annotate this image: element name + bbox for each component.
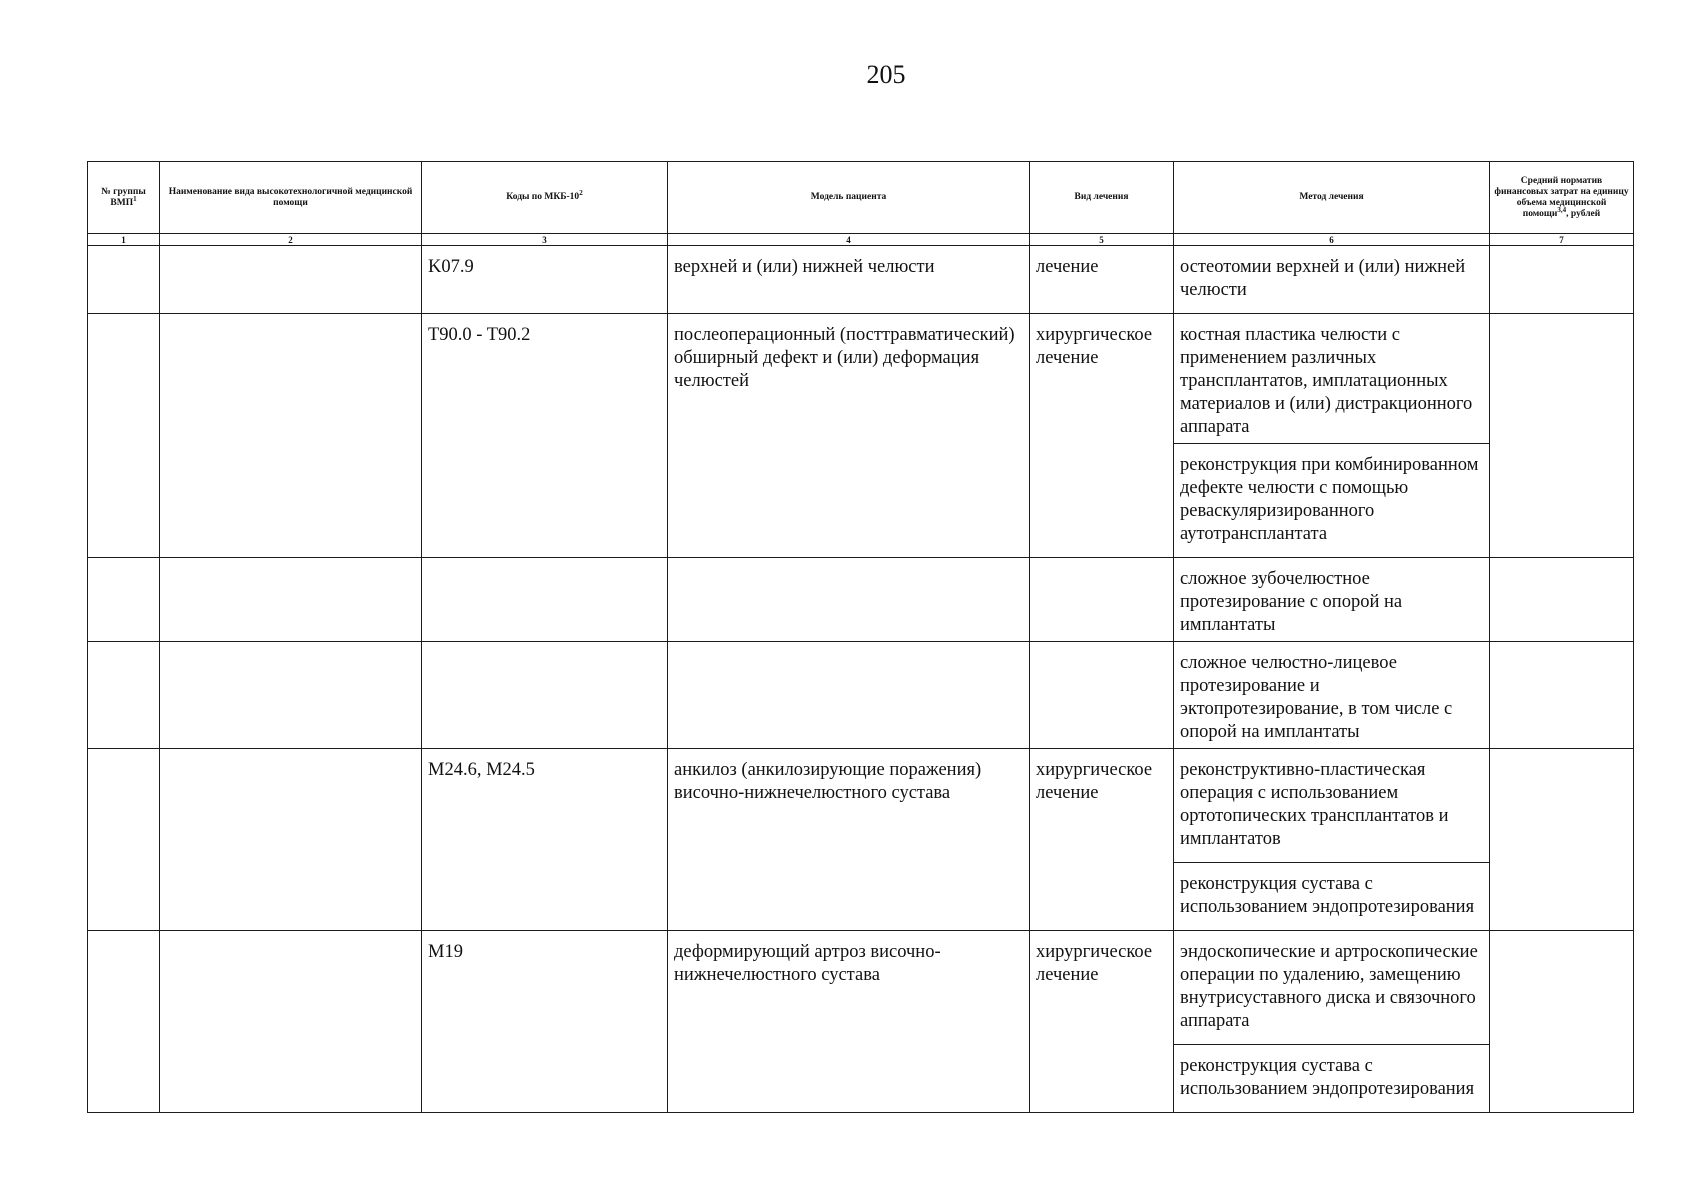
column-number-row [88, 234, 1634, 246]
treatment-method-cell: эндоскопические и артроскопические операции по удалению, замещению внутрисуставного диска и связочного аппарата [1174, 931, 1490, 1045]
column-number: 6 [1174, 234, 1490, 246]
cost-norm-cell [1490, 749, 1634, 931]
treatment-method-cell: сложное зубочелюстное протезирование с опорой на имплантаты [1174, 558, 1490, 642]
cost-norm-cell [1490, 931, 1634, 1113]
table-row [88, 642, 1634, 749]
header-icd-codes: Коды по МКБ-$10^2$ [422, 162, 668, 234]
column-number: 4 [668, 234, 1030, 246]
treatment-type-cell: хирургическое лечение [1030, 749, 1174, 931]
icd-code-cell: M19 [422, 931, 668, 1113]
group-number-cell [88, 931, 160, 1113]
column-number: 7 [1490, 234, 1634, 246]
treatment-method-cell: костная пластика челюсти с применением различных трансплантатов, имплатационных материалов и (или) дистракционного аппарата [1174, 314, 1490, 444]
header-treatment-method: Метод лечения [1174, 162, 1490, 234]
treatment-method-cell: реконструктивно-пластическая операция с использованием ортотопических трансплантатов и имплантатов [1174, 749, 1490, 863]
column-number: 2 [160, 234, 422, 246]
column-number: 3 [422, 234, 668, 246]
cost-norm-cell [1490, 246, 1634, 314]
treatment-type-cell: хирургическое лечение [1030, 931, 1174, 1113]
table-row [88, 246, 1634, 314]
table-row [88, 749, 1634, 863]
treatment-method-cell: сложное челюстно-лицевое протезирование и эктопротезирование, в том числе с опорой на имплантаты [1174, 642, 1490, 749]
table-row [88, 931, 1634, 1045]
vmp-type-cell [160, 642, 422, 749]
icd-code-cell: M24.6, M24.5 [422, 749, 668, 931]
treatment-method-cell: остеотомии верхней и (или) нижней челюсти [1174, 246, 1490, 314]
vmp-type-cell [160, 931, 422, 1113]
vmp-type-cell [160, 314, 422, 558]
vmp-type-cell [160, 246, 422, 314]
treatment-type-cell: хирургическое лечение [1030, 314, 1174, 558]
treatment-type-cell [1030, 558, 1174, 642]
header-vmp-type: Наименование вида высокотехнологичной медицинской помощи [160, 162, 422, 234]
group-number-cell [88, 558, 160, 642]
icd-code-cell: K07.9 [422, 246, 668, 314]
header-patient-model: Модель пациента [668, 162, 1030, 234]
treatment-method-cell: реконструкция при комбинированном дефекте челюсти с помощью реваскуляризированного аутотрансплантата [1174, 444, 1490, 558]
treatment-type-cell: лечение [1030, 246, 1174, 314]
treatment-method-cell: реконструкция сустава с использованием эндопротезирования [1174, 1045, 1490, 1113]
patient-model-cell: верхней и (или) нижней челюсти [668, 246, 1030, 314]
vmp-type-cell [160, 558, 422, 642]
patient-model-cell: послеоперационный (посттравматический) обширный дефект и (или) деформация челюстей [668, 314, 1030, 558]
patient-model-cell [668, 642, 1030, 749]
treatment-type-cell [1030, 642, 1174, 749]
page-number: 205 [866, 60, 906, 89]
table-row [88, 558, 1634, 642]
cost-norm-cell [1490, 642, 1634, 749]
patient-model-cell: деформирующий артроз височно-нижнечелюстного сустава [668, 931, 1030, 1113]
icd-code-cell [422, 558, 668, 642]
patient-model-cell: анкилоз (анкилозирующие поражения) височно-нижнечелюстного сустава [668, 749, 1030, 931]
header-treatment-type: Вид лечения [1030, 162, 1174, 234]
icd-code-cell [422, 642, 668, 749]
cost-norm-cell [1490, 558, 1634, 642]
cost-norm-cell [1490, 314, 1634, 558]
header-row [88, 162, 1634, 234]
vmp-table [87, 161, 1634, 1113]
column-number: 5 [1030, 234, 1174, 246]
patient-model-cell [668, 558, 1030, 642]
group-number-cell [88, 749, 160, 931]
group-number-cell [88, 642, 160, 749]
treatment-method-cell: реконструкция сустава с использованием эндопротезирования [1174, 863, 1490, 931]
table-row [88, 314, 1634, 444]
group-number-cell [88, 246, 160, 314]
group-number-cell [88, 314, 160, 558]
header-group-number: № группы ВМП$^1$ [88, 162, 160, 234]
vmp-type-cell [160, 749, 422, 931]
icd-code-cell: T90.0 - T90.2 [422, 314, 668, 558]
column-number: 1 [88, 234, 160, 246]
header-cost-norm: Средний норматив финансовых затрат на единицу объема медицинской помощи$^{3,4}$, рублей [1490, 162, 1634, 234]
